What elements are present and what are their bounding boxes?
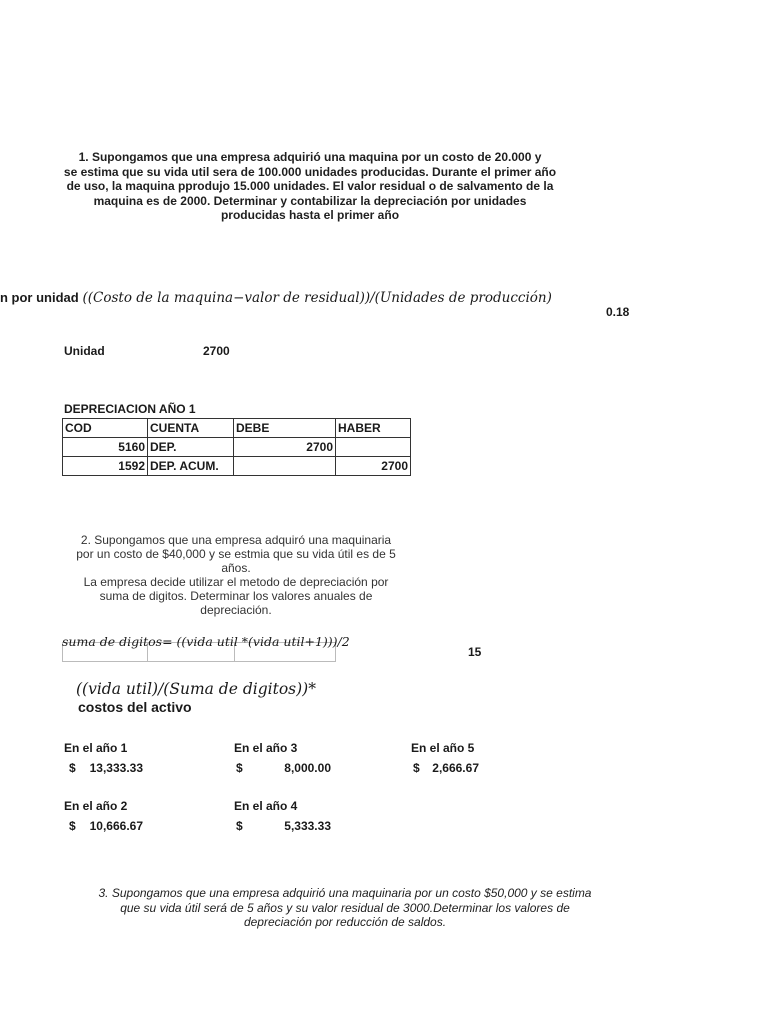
problem-1-line: se estima que su vida util sera de 100.000 unidades producidas. Durante el primer año	[63, 164, 557, 179]
year-1-label: En el año 1	[64, 741, 128, 755]
formula-expression: ((Costo de la maquina−valor de residual))/(Unidades de producción)	[82, 290, 552, 306]
currency-symbol: $	[236, 761, 243, 775]
currency-symbol: $	[69, 761, 76, 775]
problem-2-text	[60, 533, 412, 617]
year-5-label: En el año 5	[411, 741, 475, 755]
journal-row	[63, 438, 411, 457]
problem-2-line: 2. Supongamos que una empresa adquiró una maquinaria	[80, 533, 392, 547]
journal-header-row	[63, 419, 411, 438]
cell-haber[interactable]: 2700	[336, 457, 411, 476]
unidad-label: Unidad	[64, 344, 105, 358]
currency-symbol: $	[236, 819, 243, 833]
currency-symbol: $	[413, 761, 420, 775]
header-cod[interactable]: COD	[63, 419, 148, 438]
year-2-value	[69, 819, 143, 834]
amount: 10,666.67	[89, 819, 143, 833]
amount: 8,000.00	[284, 761, 331, 775]
problem-3-text	[60, 886, 630, 930]
problem-1-line: producidas hasta el primer año	[220, 208, 400, 222]
header-debe[interactable]: DEBE	[234, 419, 336, 438]
cell-cuenta[interactable]: DEP.	[148, 438, 234, 457]
year-1-value	[69, 761, 143, 776]
ratio-formula: ((vida util)/(Suma de digitos))*	[76, 680, 316, 698]
header-cuenta[interactable]: CUENTA	[148, 419, 234, 438]
problem-1-line: de uso, la maquina pprodujo 15.000 unidades. El valor residual o de salvamento de la	[66, 179, 554, 193]
problem-2-line: depreciación.	[200, 603, 272, 617]
problem-1-text	[60, 150, 560, 223]
year-5-value	[413, 761, 479, 776]
journal-row	[63, 457, 411, 476]
year-3-value	[236, 761, 331, 776]
unidad-value: 2700	[203, 344, 230, 358]
header-haber[interactable]: HABER	[336, 419, 411, 438]
amount: 5,333.33	[284, 819, 331, 833]
cell-cod[interactable]: 1592	[63, 457, 148, 476]
cell-cod[interactable]: 5160	[63, 438, 148, 457]
year-4-value	[236, 819, 331, 834]
costos-label: costos del activo	[78, 699, 192, 715]
formula-lead-text: n por unidad	[0, 290, 79, 305]
amount: 2,666.67	[432, 761, 479, 775]
currency-symbol: $	[69, 819, 76, 833]
rate-value: 0.18	[606, 305, 630, 319]
problem-3-line: 3. Supongamos que una empresa adquirió una maquinaria por un costo $50,000 y se estima	[98, 886, 592, 900]
journal-table	[62, 418, 411, 476]
problem-2-line: años.	[221, 561, 251, 575]
year-2-label: En el año 2	[64, 799, 128, 813]
unit-depreciation-formula	[0, 290, 640, 306]
cell-haber[interactable]	[336, 438, 411, 457]
sum-of-digits-value: 15	[468, 645, 482, 659]
problem-1-line: maquina es de 2000. Determinar y contabilizar la depreciación por unidades	[93, 193, 527, 208]
journal-title: DEPRECIACION AÑO 1	[64, 402, 196, 416]
cell-debe[interactable]: 2700	[234, 438, 336, 457]
sum-of-digits-formula: suma de digitos= ((vida util *(vida util+1)))/2	[62, 634, 350, 649]
cell-debe[interactable]	[234, 457, 336, 476]
cell-cuenta[interactable]: DEP. ACUM.	[148, 457, 234, 476]
amount: 13,333.33	[89, 761, 143, 775]
problem-3-line: que su vida útil será de 5 años y su valor residual de 3000.Determinar los valores de	[120, 900, 570, 915]
problem-2-line: por un costo de $40,000 y se estmia que su vida útil es de 5	[76, 547, 396, 561]
problem-2-line: La empresa decide utilizar el metodo de depreciación por	[83, 575, 389, 589]
year-4-label: En el año 4	[234, 799, 298, 813]
year-3-label: En el año 3	[234, 741, 298, 755]
problem-3-line: depreciación por reducción de saldos.	[243, 915, 447, 929]
problem-1-line: 1. Supongamos que una empresa adquirió una maquina por un costo de 20.000 y	[78, 150, 542, 164]
problem-2-line: suma de digitos. Determinar los valores anuales de	[99, 589, 373, 603]
